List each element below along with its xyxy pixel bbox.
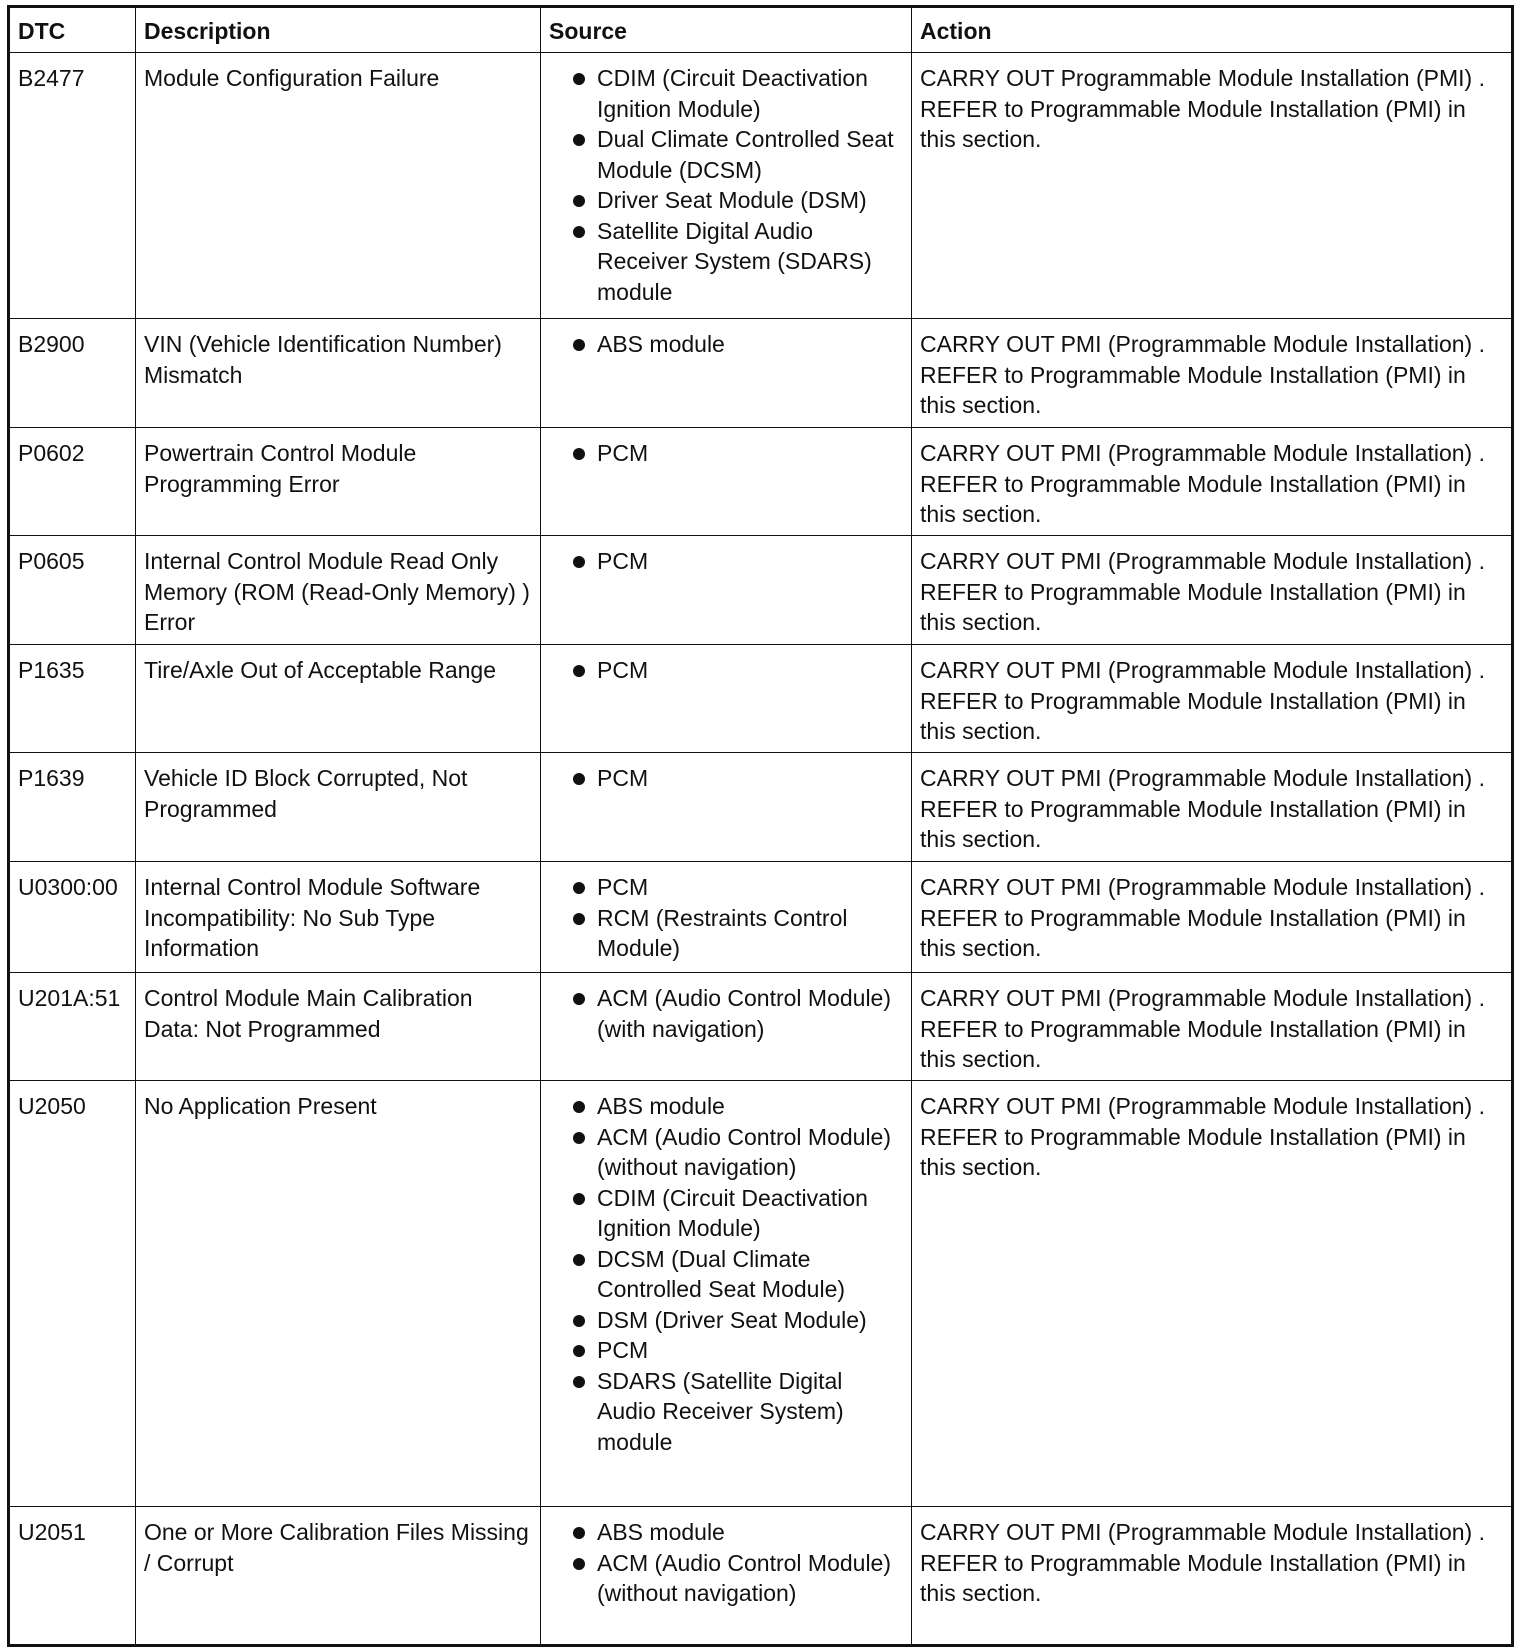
source-list <box>549 983 903 1044</box>
bullet-icon <box>573 339 585 351</box>
table-row <box>9 428 1513 536</box>
source-item <box>549 903 903 964</box>
bullet-icon <box>573 993 585 1005</box>
action-cell: CARRY OUT PMI (Programmable Module Installation) . REFER to Programmable Module Installation (PMI) in this section. <box>912 1507 1513 1646</box>
description-cell: VIN (Vehicle Identification Number) Mismatch <box>136 319 541 428</box>
source-text: PCM <box>597 874 649 900</box>
source-item <box>549 1366 903 1458</box>
source-item <box>549 983 903 1044</box>
table-row <box>9 973 1513 1081</box>
source-text: SDARS (Satellite Digital Audio Receiver System) module <box>597 1367 844 1455</box>
description-cell: Control Module Main Calibration Data: Not Programmed <box>136 973 541 1081</box>
bullet-icon <box>573 665 585 677</box>
source-list <box>549 763 903 794</box>
bullet-icon <box>573 448 585 460</box>
source-list <box>549 1517 903 1609</box>
dtc-cell: B2900 <box>9 319 136 428</box>
source-cell <box>541 753 912 862</box>
source-item <box>549 329 903 360</box>
source-item <box>549 655 903 686</box>
dtc-cell: U2050 <box>9 1081 136 1507</box>
source-text: ACM (Audio Control Module) (with navigation) <box>597 985 892 1042</box>
dtc-cell: U0300:00 <box>9 862 136 973</box>
source-text: Driver Seat Module (DSM) <box>597 187 867 213</box>
source-text: ABS module <box>597 331 725 357</box>
table-row <box>9 645 1513 753</box>
dtc-table <box>7 5 1514 1647</box>
table-row <box>9 753 1513 862</box>
bullet-icon <box>573 1315 585 1327</box>
header-description: Description <box>136 7 541 53</box>
source-text: PCM <box>597 765 649 791</box>
source-cell <box>541 645 912 753</box>
source-list <box>549 872 903 964</box>
bullet-icon <box>573 195 585 207</box>
source-text: ABS module <box>597 1519 725 1545</box>
action-cell: CARRY OUT PMI (Programmable Module Installation) . REFER to Programmable Module Installation (PMI) in this section. <box>912 536 1513 645</box>
bullet-icon <box>573 73 585 85</box>
source-text: CDIM (Circuit Deactivation Ignition Module) <box>597 1184 868 1241</box>
dtc-cell: U201A:51 <box>9 973 136 1081</box>
source-cell <box>541 1081 912 1507</box>
action-cell: CARRY OUT PMI (Programmable Module Installation) . REFER to Programmable Module Installation (PMI) in this section. <box>912 428 1513 536</box>
description-cell: Powertrain Control Module Programming Error <box>136 428 541 536</box>
source-text: RCM (Restraints Control Module) <box>597 904 848 961</box>
source-text: PCM <box>597 440 649 466</box>
dtc-cell: B2477 <box>9 53 136 319</box>
header-dtc: DTC <box>9 7 136 53</box>
source-item <box>549 1183 903 1244</box>
source-item <box>549 1305 903 1336</box>
action-cell: CARRY OUT Programmable Module Installation (PMI) . REFER to Programmable Module Installation (PMI) in this section. <box>912 53 1513 319</box>
source-list <box>549 655 903 686</box>
bullet-icon <box>573 1132 585 1144</box>
description-cell: One or More Calibration Files Missing / Corrupt <box>136 1507 541 1646</box>
bullet-icon <box>573 773 585 785</box>
source-cell <box>541 973 912 1081</box>
source-text: DCSM (Dual Climate Controlled Seat Module) <box>597 1245 846 1302</box>
source-cell <box>541 428 912 536</box>
description-cell: Internal Control Module Software Incompatibility: No Sub Type Information <box>136 862 541 973</box>
description-cell: Tire/Axle Out of Acceptable Range <box>136 645 541 753</box>
table-row <box>9 862 1513 973</box>
description-cell: Internal Control Module Read Only Memory (ROM (Read-Only Memory) ) Error <box>136 536 541 645</box>
source-list <box>549 329 903 360</box>
bullet-icon <box>573 1345 585 1357</box>
source-item <box>549 1335 903 1366</box>
dtc-cell: P0605 <box>9 536 136 645</box>
bullet-icon <box>573 1527 585 1539</box>
action-cell: CARRY OUT PMI (Programmable Module Installation) . REFER to Programmable Module Installation (PMI) in this section. <box>912 645 1513 753</box>
source-list <box>549 438 903 469</box>
source-item <box>549 546 903 577</box>
action-cell: CARRY OUT PMI (Programmable Module Installation) . REFER to Programmable Module Installation (PMI) in this section. <box>912 319 1513 428</box>
source-list <box>549 1091 903 1457</box>
action-cell: CARRY OUT PMI (Programmable Module Installation) . REFER to Programmable Module Installation (PMI) in this section. <box>912 753 1513 862</box>
source-text: ACM (Audio Control Module) (without navigation) <box>597 1549 892 1606</box>
source-item <box>549 63 903 124</box>
description-cell: Module Configuration Failure <box>136 53 541 319</box>
source-item <box>549 763 903 794</box>
dtc-cell: U2051 <box>9 1507 136 1646</box>
source-text: Satellite Digital Audio Receiver System (SDARS) module <box>597 217 872 305</box>
source-text: ABS module <box>597 1093 725 1119</box>
source-item <box>549 1244 903 1305</box>
bullet-icon <box>573 1558 585 1570</box>
table-row <box>9 319 1513 428</box>
bullet-icon <box>573 1193 585 1205</box>
source-list <box>549 63 903 307</box>
source-cell <box>541 1507 912 1646</box>
bullet-icon <box>573 913 585 925</box>
bullet-icon <box>573 1254 585 1266</box>
source-cell <box>541 536 912 645</box>
bullet-icon <box>573 1101 585 1113</box>
source-text: PCM <box>597 548 649 574</box>
source-list <box>549 546 903 577</box>
source-item <box>549 872 903 903</box>
source-item <box>549 124 903 185</box>
source-item <box>549 185 903 216</box>
action-cell: CARRY OUT PMI (Programmable Module Installation) . REFER to Programmable Module Installation (PMI) in this section. <box>912 973 1513 1081</box>
source-text: DSM (Driver Seat Module) <box>597 1306 867 1333</box>
source-text: CDIM (Circuit Deactivation Ignition Module) <box>597 65 868 122</box>
header-source: Source <box>541 7 912 53</box>
source-item <box>549 1548 903 1609</box>
source-item <box>549 1091 903 1122</box>
bullet-icon <box>573 134 585 146</box>
source-item <box>549 216 903 308</box>
source-text: PCM <box>597 657 649 683</box>
source-item <box>549 1517 903 1548</box>
description-cell: Vehicle ID Block Corrupted, Not Programmed <box>136 753 541 862</box>
table-row <box>9 1507 1513 1646</box>
action-cell: CARRY OUT PMI (Programmable Module Installation) . REFER to Programmable Module Installation (PMI) in this section. <box>912 1081 1513 1507</box>
source-text: ACM (Audio Control Module) (without navigation) <box>597 1123 892 1180</box>
source-text: PCM <box>597 1337 649 1363</box>
source-text: Dual Climate Controlled Seat Module (DCSM) <box>597 126 894 183</box>
source-item <box>549 438 903 469</box>
bullet-icon <box>573 1376 585 1388</box>
source-cell <box>541 53 912 319</box>
dtc-cell: P1635 <box>9 645 136 753</box>
table-row <box>9 536 1513 645</box>
source-cell <box>541 319 912 428</box>
source-item <box>549 1122 903 1183</box>
bullet-icon <box>573 226 585 238</box>
action-cell: CARRY OUT PMI (Programmable Module Installation) . REFER to Programmable Module Installation (PMI) in this section. <box>912 862 1513 973</box>
dtc-cell: P0602 <box>9 428 136 536</box>
dtc-cell: P1639 <box>9 753 136 862</box>
bullet-icon <box>573 556 585 568</box>
table-row <box>9 53 1513 319</box>
bullet-icon <box>573 882 585 894</box>
header-row <box>9 7 1513 53</box>
description-cell: No Application Present <box>136 1081 541 1507</box>
source-cell <box>541 862 912 973</box>
table-row <box>9 1081 1513 1507</box>
header-action: Action <box>912 7 1513 53</box>
